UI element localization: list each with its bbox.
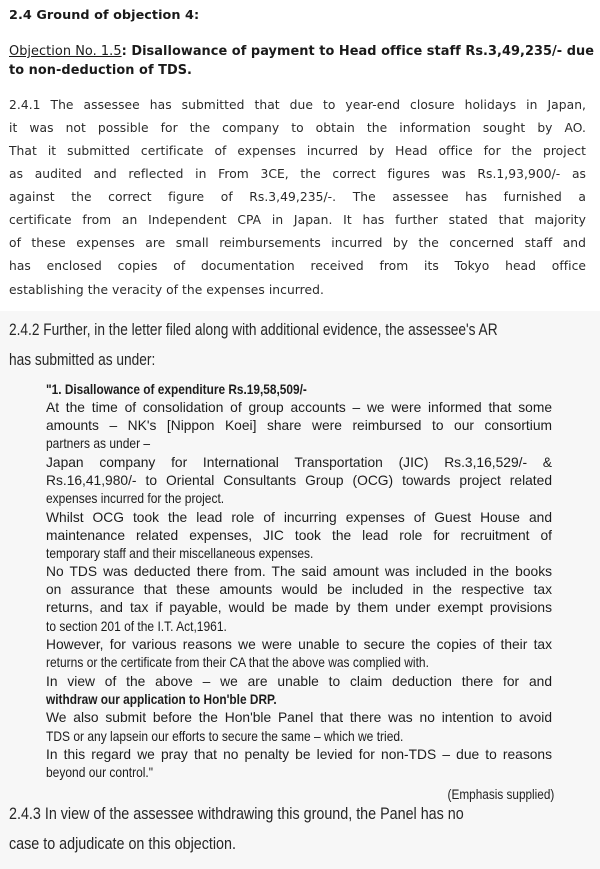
submission-section bbox=[0, 311, 600, 869]
quote-line: In view of the above – we are unable to claim deduction there for and bbox=[46, 674, 552, 689]
quote-line: Rs.16,41,980/- to Oriental Consultants Group (OCG) towards project related bbox=[46, 473, 552, 488]
quote-line: In this regard we pray that no penalty be levied for non-TDS – due to reasons bbox=[46, 747, 552, 762]
quote-line: However, for various reasons we were unable to secure the copies of their tax bbox=[46, 637, 552, 652]
intro-line: 2.4.2 Further, in the letter filed along with additional evidence, the assessee's AR bbox=[9, 321, 498, 339]
quote-line: to section 201 of the I.T. Act,1961. bbox=[46, 619, 227, 634]
section-heading: 2.4 Ground of objection 4: bbox=[9, 8, 200, 23]
objection-title-line2: to non-deduction of TDS. bbox=[9, 63, 193, 78]
quote-title: "1. Disallowance of expenditure Rs.19,58,509/- bbox=[46, 382, 307, 397]
quote-line: We also submit before the Hon'ble Panel that there was no intention to avoid bbox=[46, 710, 552, 725]
objection-number: Objection No. 1.5 bbox=[9, 44, 122, 59]
intro-line: has submitted as under: bbox=[9, 351, 156, 369]
paragraph-line: against the correct figure of Rs.3,49,235/-. The assessee has furnished a bbox=[9, 190, 586, 204]
quote-line: At the time of consolidation of group accounts – we were informed that some bbox=[46, 400, 552, 415]
quote-line: partners as under – bbox=[46, 436, 151, 451]
conclusion-line: 2.4.3 In view of the assessee withdrawing this ground, the Panel has no bbox=[9, 805, 464, 823]
paragraph-line: That it submitted certificate of expenses incurred by Head office for the project bbox=[9, 144, 586, 158]
objection-section bbox=[0, 0, 600, 311]
quote-line: maintenance related expenses, JIC took the lead role for recruitment of bbox=[46, 528, 552, 543]
quote-line: TDS or any lapsein our efforts to secure the same – which we tried. bbox=[46, 729, 404, 744]
paragraph-line: establishing the veracity of the expenses incurred. bbox=[9, 283, 324, 297]
quote-line: Whilst OCG took the lead role of incurring expenses of Guest House and bbox=[46, 510, 552, 525]
quote-line: expenses incurred for the project. bbox=[46, 491, 225, 506]
emphasis-note: (Emphasis supplied) bbox=[447, 787, 554, 802]
quote-line: beyond our control." bbox=[46, 765, 154, 780]
paragraph-line: it was not possible for the company to obtain the information sought by AO. bbox=[9, 121, 586, 135]
objection-title-rest: : Disallowance of payment to Head office staff Rs.3,49,235/- due bbox=[121, 44, 594, 59]
conclusion-line: case to adjudicate on this objection. bbox=[9, 835, 236, 853]
paragraph-line: 2.4.1 The assessee has submitted that due to year-end closure holidays in Japan, bbox=[9, 98, 586, 112]
quote-line: returns or the certificate from their CA that the above was complied with. bbox=[46, 655, 429, 670]
quote-line: Japan company for International Transportation (JIC) Rs.3,16,529/- & bbox=[46, 455, 552, 470]
quote-bold-line: withdraw our application to Hon'ble DRP. bbox=[46, 692, 277, 707]
quote-line: No TDS was deducted there from. The said amount was included in the books bbox=[46, 564, 552, 579]
paragraph-line: as audited and reflected in From 3CE, the correct figures was Rs.1,93,900/- as bbox=[9, 167, 586, 181]
quote-line: amounts – NK's [Nippon Koei] share were reimbursed to our consortium bbox=[46, 418, 552, 433]
quote-line: returns, and tax if payable, would be made by them under exempt provisions bbox=[46, 600, 552, 615]
quote-line: temporary staff and their miscellaneous expenses. bbox=[46, 546, 314, 561]
paragraph-line: has enclosed copies of documentation received from its Tokyo head office bbox=[9, 259, 586, 273]
quote-line: on assurance that these amounts would be included in the respective tax bbox=[46, 582, 552, 597]
objection-title bbox=[9, 44, 594, 59]
paragraph-line: of these expenses are small reimbursements incurred by the concerned staff and bbox=[9, 236, 586, 250]
paragraph-line: certificate from an Independent CPA in Japan. It has further stated that majority bbox=[9, 213, 586, 227]
